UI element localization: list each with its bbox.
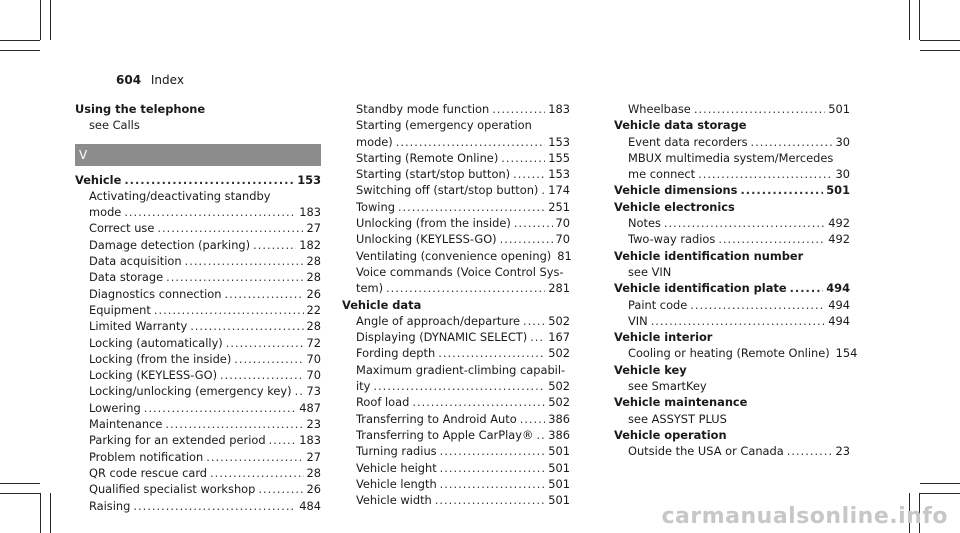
entry-label: Fording depth <box>356 346 436 361</box>
entry-label: Outside the USA or Canada <box>628 444 784 459</box>
page-reference[interactable]: 153 <box>548 167 570 182</box>
index-subentry[interactable] <box>342 394 570 410</box>
entry-label: Vehicle height <box>356 460 437 475</box>
page-reference[interactable]: 492 <box>828 216 850 231</box>
page-reference[interactable]: 23 <box>306 417 321 432</box>
dot-leader <box>541 182 545 198</box>
dot-leader <box>492 101 545 117</box>
page-reference[interactable]: 386 <box>548 427 570 442</box>
entry-label: Cooling or heating (Remote Online) <box>628 346 830 361</box>
page-reference[interactable]: 251 <box>548 199 570 214</box>
entry-label: Roof load <box>356 395 410 410</box>
dot-leader <box>514 215 553 231</box>
entry-label: Transferring to Apple CarPlay® <box>356 427 534 442</box>
page-reference[interactable]: 487 <box>299 400 321 415</box>
entry-label: Locking/unlocking (emergency key) <box>89 384 292 399</box>
page-reference[interactable]: 183 <box>299 205 321 220</box>
index-subentry[interactable] <box>342 411 570 427</box>
entry-label: Standby mode function <box>356 102 490 116</box>
page-reference[interactable]: 28 <box>306 254 321 269</box>
index-subentry[interactable] <box>614 231 850 247</box>
entry-label: Ventilating (convenience opening) <box>356 248 552 263</box>
page-reference[interactable]: 492 <box>828 232 850 247</box>
index-column-2 <box>342 101 570 508</box>
page-reference[interactable]: 494 <box>828 297 850 312</box>
page-reference[interactable]: 22 <box>306 302 321 317</box>
crop-mark <box>920 483 960 484</box>
entry-label: Towing <box>356 199 395 214</box>
index-subentry[interactable] <box>75 318 321 334</box>
index-subentry[interactable] <box>614 134 850 150</box>
entry-label: Starting (start/stop button) <box>356 167 511 182</box>
index-subentry[interactable] <box>75 449 321 465</box>
index-subentry[interactable] <box>342 427 570 443</box>
page-reference[interactable]: 30 <box>835 167 850 182</box>
crop-mark <box>40 493 41 533</box>
index-heading: Vehicle data storage <box>614 118 747 133</box>
dot-leader <box>440 476 546 492</box>
page-reference[interactable]: 27 <box>306 221 321 236</box>
page-reference[interactable]: 81 <box>557 248 572 263</box>
page-reference[interactable]: 72 <box>306 335 321 350</box>
index-heading: Vehicle operation <box>614 427 727 442</box>
page-reference[interactable]: 183 <box>299 433 321 448</box>
dot-leader <box>698 166 832 182</box>
dot-leader <box>157 220 303 236</box>
index-heading: Vehicle data <box>342 297 422 312</box>
index-column-1 <box>75 101 321 514</box>
dot-leader <box>438 345 545 361</box>
section-title: Index <box>150 73 184 87</box>
watermark: carmanualsonline.info <box>661 504 948 529</box>
page-reference[interactable]: 494 <box>828 313 850 328</box>
entry-label: Parking for an extended period <box>89 433 266 448</box>
index-subentry[interactable] <box>342 313 570 329</box>
dot-leader <box>210 465 303 481</box>
crop-mark <box>909 0 910 40</box>
index-subentry[interactable] <box>614 345 858 361</box>
dot-leader <box>435 492 545 508</box>
index-subentry[interactable] <box>614 443 850 459</box>
index-heading: Vehicle identification number <box>614 248 804 263</box>
entry-label: Equipment <box>89 302 151 317</box>
dot-leader <box>664 215 825 231</box>
index-subentry[interactable] <box>342 280 570 296</box>
entry-label: Wheelbase <box>628 102 691 116</box>
dot-leader <box>520 411 546 427</box>
page-reference[interactable]: 155 <box>548 150 570 165</box>
page-reference[interactable]: 26 <box>306 482 321 497</box>
page-reference[interactable]: 153 <box>548 134 570 149</box>
dot-leader <box>396 134 546 150</box>
entry-label: Angle of approach/departure <box>356 313 521 328</box>
page-reference[interactable]: 501 <box>826 183 850 198</box>
page-reference[interactable]: 23 <box>835 444 850 459</box>
index-see-reference: see VIN <box>628 264 672 279</box>
index-subentry[interactable] <box>75 302 321 318</box>
index-subentry[interactable] <box>614 215 850 231</box>
entry-label: Locking (automatically) <box>89 335 223 350</box>
index-heading-entry[interactable] <box>614 182 850 198</box>
index-subentry[interactable] <box>342 134 570 150</box>
crop-mark <box>0 50 40 51</box>
index-subentry[interactable] <box>342 378 570 394</box>
dot-leader <box>373 378 545 394</box>
index-subentry[interactable] <box>342 199 570 215</box>
index-subentry[interactable] <box>75 416 321 432</box>
dot-leader <box>501 150 545 166</box>
page-reference[interactable]: 182 <box>299 237 321 252</box>
index-subentry-label: Starting (emergency operation <box>356 118 532 133</box>
page-reference[interactable]: 26 <box>306 286 321 301</box>
index-heading: Vehicle electronics <box>614 199 735 214</box>
page-reference[interactable]: 502 <box>548 395 570 410</box>
index-subentry[interactable] <box>75 400 321 416</box>
entry-label: Lowering <box>89 400 141 415</box>
dot-leader <box>718 231 825 247</box>
entry-label: Vehicle <box>75 172 122 187</box>
page-reference[interactable]: 28 <box>306 465 321 480</box>
entry-label: Damage detection (parking) <box>89 237 251 252</box>
entry-label: Notes <box>628 216 661 231</box>
dot-leader <box>740 182 823 198</box>
page-reference[interactable]: 28 <box>306 319 321 334</box>
dot-leader <box>190 318 303 334</box>
dot-leader <box>258 481 303 497</box>
index-subentry-label: Activating/deactivating standby <box>89 188 271 203</box>
dot-leader <box>787 443 833 459</box>
entry-label: Displaying (DYNAMIC SELECT) <box>356 330 528 345</box>
page-reference[interactable]: 502 <box>548 379 570 394</box>
index-heading-entry[interactable] <box>75 172 321 188</box>
entry-label: VIN <box>628 313 648 328</box>
dot-leader <box>234 351 303 367</box>
dot-leader <box>133 498 296 514</box>
page-reference[interactable]: 386 <box>548 411 570 426</box>
page-reference[interactable]: 174 <box>548 183 570 198</box>
entry-label: mode) <box>356 134 393 149</box>
entry-label: Locking (KEYLESS-GO) <box>89 368 218 383</box>
index-subentry[interactable] <box>75 253 321 269</box>
entry-label: Data storage <box>89 270 164 285</box>
dot-leader <box>166 269 303 285</box>
page-reference[interactable]: 154 <box>835 346 858 361</box>
page-reference[interactable]: 502 <box>548 346 570 361</box>
dot-leader <box>295 383 304 399</box>
index-subentry[interactable] <box>342 101 570 117</box>
index-subentry-label: MBUX multimedia system/Mercedes <box>628 150 834 165</box>
dot-leader <box>269 432 297 448</box>
dot-leader <box>690 297 825 313</box>
page-reference[interactable]: 167 <box>548 330 570 345</box>
page-reference[interactable]: 30 <box>835 134 850 149</box>
dot-leader <box>224 286 303 302</box>
index-subentry[interactable] <box>75 351 321 367</box>
dot-leader <box>790 280 824 296</box>
entry-label: Locking (from the inside) <box>89 351 232 366</box>
index-subentry[interactable] <box>75 432 321 448</box>
crop-mark <box>40 0 41 40</box>
page-reference[interactable]: 28 <box>306 270 321 285</box>
page-reference[interactable]: 501 <box>548 444 570 459</box>
entry-label: Switching off (start/stop button) <box>356 183 539 198</box>
page-reference[interactable]: 484 <box>299 498 321 513</box>
entry-label: Limited Warranty <box>89 319 188 334</box>
index-subentry[interactable] <box>342 231 570 247</box>
index-column-3 <box>614 101 858 460</box>
entry-label: tem) <box>356 281 384 296</box>
index-see-reference: see Calls <box>89 118 140 133</box>
dot-leader <box>220 367 303 383</box>
page-reference[interactable]: 73 <box>306 384 321 399</box>
dot-leader <box>536 427 545 443</box>
entry-label: Raising <box>89 498 131 513</box>
index-subentry[interactable] <box>342 329 570 345</box>
dot-leader <box>523 313 545 329</box>
entry-label: Paint code <box>628 297 688 312</box>
page-reference[interactable]: 501 <box>828 102 850 116</box>
entry-label: Transferring to Android Auto <box>356 411 517 426</box>
dot-leader <box>694 101 825 117</box>
index-subentry[interactable] <box>75 383 321 399</box>
dot-leader <box>398 199 545 215</box>
page-reference[interactable]: 70 <box>306 368 321 383</box>
crop-mark <box>0 483 40 484</box>
crop-mark <box>50 493 51 533</box>
index-subentry[interactable] <box>342 443 570 459</box>
entry-label: Turning radius <box>356 444 437 459</box>
index-heading: Vehicle interior <box>614 330 713 345</box>
index-subentry[interactable] <box>614 297 850 313</box>
entry-label: Vehicle identification plate <box>614 281 787 296</box>
index-heading-entry[interactable] <box>614 280 850 296</box>
crop-mark <box>920 493 960 494</box>
entry-label: ity <box>356 379 371 394</box>
page-reference[interactable]: 501 <box>548 460 570 475</box>
page-reference[interactable]: 27 <box>306 449 321 464</box>
index-subentry-label: Maximum gradient-climbing capabil- <box>356 362 566 377</box>
crop-mark <box>919 0 920 40</box>
dot-leader <box>751 134 833 150</box>
entry-label: Unlocking (KEYLESS-GO) <box>356 232 497 247</box>
dot-leader <box>165 416 303 432</box>
dot-leader <box>500 231 553 247</box>
index-subentry[interactable] <box>614 101 850 117</box>
entry-label: Vehicle width <box>356 493 432 508</box>
dot-leader <box>124 204 296 220</box>
index-subentry[interactable] <box>342 182 570 198</box>
index-subentry[interactable] <box>75 367 321 383</box>
page-reference[interactable]: 183 <box>548 102 570 116</box>
page-header <box>116 73 184 87</box>
dot-leader <box>124 172 294 188</box>
entry-label: mode <box>89 205 122 220</box>
crop-mark <box>0 493 40 494</box>
page-reference[interactable]: 501 <box>548 476 570 491</box>
index-letter-heading: V <box>75 144 321 166</box>
index-subentry[interactable] <box>342 248 570 264</box>
entry-label: Vehicle length <box>356 476 437 491</box>
page-reference[interactable]: 502 <box>548 313 570 328</box>
page-reference[interactable]: 501 <box>548 493 570 508</box>
crop-mark <box>920 40 960 41</box>
page-reference[interactable]: 70 <box>555 232 570 247</box>
dot-leader <box>226 335 304 351</box>
index-subentry[interactable] <box>614 313 850 329</box>
page-reference[interactable]: 494 <box>826 281 850 296</box>
index-subentry[interactable] <box>342 476 570 492</box>
dot-leader <box>440 460 546 476</box>
entry-label: Problem notification <box>89 449 204 464</box>
index-subentry[interactable] <box>75 286 321 302</box>
dot-leader <box>253 237 296 253</box>
index-subentry[interactable] <box>75 220 321 236</box>
index-subentry[interactable] <box>75 498 321 514</box>
index-heading: Vehicle maintenance <box>614 395 748 410</box>
entry-label: Maintenance <box>89 417 163 432</box>
index-subentry[interactable] <box>342 460 570 476</box>
dot-leader <box>440 443 546 459</box>
index-see-reference: see ASSYST PLUS <box>628 411 727 426</box>
entry-label: Diagnostics connection <box>89 286 222 301</box>
entry-label: Correct use <box>89 221 155 236</box>
page-number: 604 <box>116 73 142 87</box>
dot-leader <box>185 253 304 269</box>
index-subentry[interactable] <box>75 465 321 481</box>
entry-label: Event data recorders <box>628 134 748 149</box>
index-subentry[interactable] <box>75 481 321 497</box>
index-subentry-label: Voice commands (Voice Control Sys- <box>356 264 564 279</box>
index-subentry[interactable] <box>342 345 570 361</box>
index-subentry[interactable] <box>75 237 321 253</box>
entry-label: Starting (Remote Online) <box>356 150 499 165</box>
dot-leader <box>206 449 303 465</box>
page-reference[interactable]: 70 <box>306 351 321 366</box>
dot-leader <box>144 400 297 416</box>
entry-label: Two-way radios <box>628 232 716 247</box>
entry-label: Unlocking (from the inside) <box>356 216 511 231</box>
index-heading: Using the telephone <box>75 102 206 116</box>
dot-leader <box>513 166 545 182</box>
index-subentry[interactable] <box>342 166 570 182</box>
dot-leader <box>386 280 545 296</box>
entry-label: Data acquisition <box>89 254 182 269</box>
index-subentry[interactable] <box>342 150 570 166</box>
entry-label: QR code rescue card <box>89 465 208 480</box>
crop-mark <box>920 50 960 51</box>
entry-label: Vehicle dimensions <box>614 183 738 198</box>
index-see-reference: see SmartKey <box>628 379 707 394</box>
entry-label: me connect <box>628 167 696 182</box>
crop-mark <box>0 40 40 41</box>
index-subentry[interactable] <box>342 492 570 508</box>
page-reference[interactable]: 70 <box>555 216 570 231</box>
index-subentry[interactable] <box>342 215 570 231</box>
dot-leader <box>651 313 826 329</box>
index-subentry[interactable] <box>75 269 321 285</box>
dot-leader <box>154 302 304 318</box>
dot-leader <box>412 394 545 410</box>
index-subentry[interactable] <box>75 335 321 351</box>
entry-label: Qualified specialist workshop <box>89 482 256 497</box>
index-subentry[interactable] <box>75 204 321 220</box>
crop-mark <box>50 0 51 40</box>
index-heading: Vehicle key <box>614 362 687 377</box>
page-reference[interactable]: 153 <box>297 172 321 187</box>
page-reference[interactable]: 281 <box>548 281 570 296</box>
dot-leader <box>530 329 545 345</box>
index-subentry[interactable] <box>614 166 850 182</box>
